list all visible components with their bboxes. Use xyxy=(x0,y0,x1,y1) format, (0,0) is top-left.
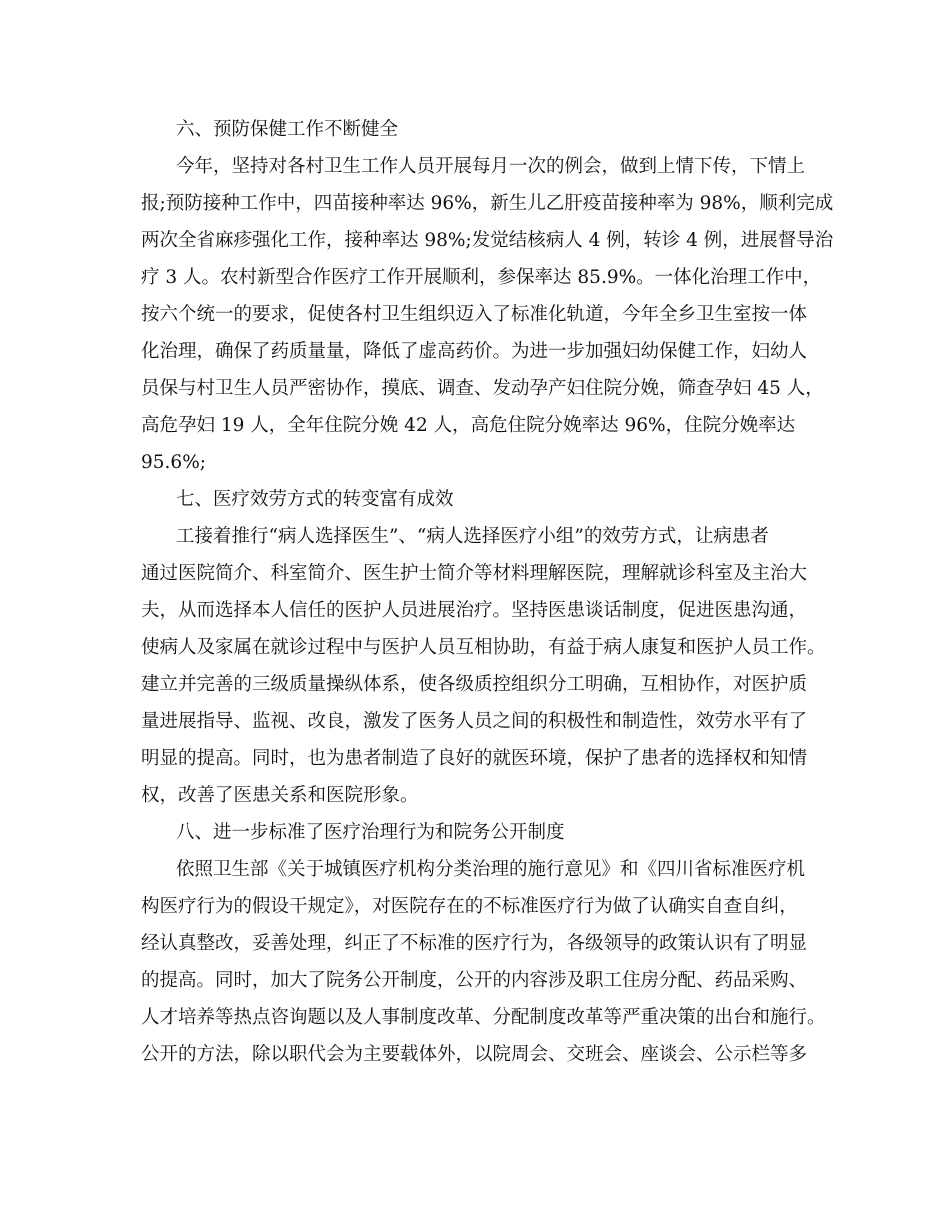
paragraph-line: 员保与村卫生人员严密协作，摸底、调查、发动孕产妇住院分娩，筛查孕妇 45 人， xyxy=(141,378,824,399)
paragraph-line: 权，改善了医患关系和医院形象。 xyxy=(141,785,419,806)
section-heading-7: 七、医疗效劳方式的转变富有成效 xyxy=(176,489,454,510)
section-heading-8: 八、进一步标准了医疗治理行为和院务公开制度 xyxy=(176,822,565,843)
section-heading-6: 六、预防保健工作不断健全 xyxy=(176,119,399,140)
paragraph-line: 的提高。同时，加大了院务公开制度，公开的内容涉及职工住房分配、药品采购、 xyxy=(141,970,808,991)
paragraph-line: 使病人及家属在就诊过程中与医护人员互相协助，有益于病人康复和医护人员工作。 xyxy=(141,637,826,658)
paragraph-line: 化治理，确保了药质量量，降低了虚高药价。为进一步加强妇幼保健工作，妇幼人 xyxy=(141,341,808,362)
paragraph-line: 构医疗行为的假设干规定》，对医院存在的不标准医疗行为做了认确实自查自纠， xyxy=(141,896,798,917)
paragraph-line: 夫，从而选择本人信任的医护人员进展治疗。坚持医患谈话制度，促进医患沟通， xyxy=(141,600,808,621)
paragraph-line: 建立并完善的三级质量操纵体系，使各级质控组织分工明确，互相协作，对医护质 xyxy=(141,674,808,695)
paragraph-line: 人才培养等热点咨询题以及人事制度改革、分配制度改革等严重决策的出台和施行。 xyxy=(141,1007,826,1028)
paragraph-line: 疗 3 人。农村新型合作医疗工作开展顺利，参保率达 85.9%。一体化治理工作中， xyxy=(141,267,822,288)
paragraph-line: 今年，坚持对各村卫生工作人员开展每月一次的例会，做到上情下传，下情上 xyxy=(176,156,806,177)
paragraph-line: 通过医院简介、科室简介、医生护士简介等材料理解医院，理解就诊科室及主治大 xyxy=(141,563,808,584)
paragraph-line: 明显的提高。同时，也为患者制造了良好的就医环境，保护了患者的选择权和知情 xyxy=(141,748,808,769)
paragraph-line: 依照卫生部《关于城镇医疗机构分类治理的施行意见》和《四川省标准医疗机 xyxy=(176,859,806,880)
paragraph-line: 高危孕妇 19 人，全年住院分娩 42 人，高危住院分娩率达 96%，住院分娩率达 xyxy=(141,415,796,436)
paragraph-line: 公开的方法，除以职代会为主要载体外，以院周会、交班会、座谈会、公示栏等多 xyxy=(141,1044,808,1065)
paragraph-line: 两次全省麻疹强化工作，接种率达 98%;发觉结核病人 4 例，转诊 4 例，进展督导治 xyxy=(141,230,834,251)
paragraph-line: 工接着推行“病人选择医生”、“病人选择医疗小组”的效劳方式，让病患者 xyxy=(176,526,769,547)
paragraph-line: 按六个统一的要求，促使各村卫生组织迈入了标准化轨道，今年全乡卫生室按一体 xyxy=(141,304,808,325)
paragraph-line: 量进展指导、监视、改良，激发了医务人员之间的积极性和制造性，效劳水平有了 xyxy=(141,711,808,732)
paragraph-line: 95.6%; xyxy=(141,452,207,473)
paragraph-line: 报;预防接种工作中，四苗接种率达 96%，新生儿乙肝疫苗接种率为 98%，顺利完成 xyxy=(141,193,834,214)
paragraph-line: 经认真整改，妥善处理，纠正了不标准的医疗行为，各级领导的政策认识有了明显 xyxy=(141,933,808,954)
